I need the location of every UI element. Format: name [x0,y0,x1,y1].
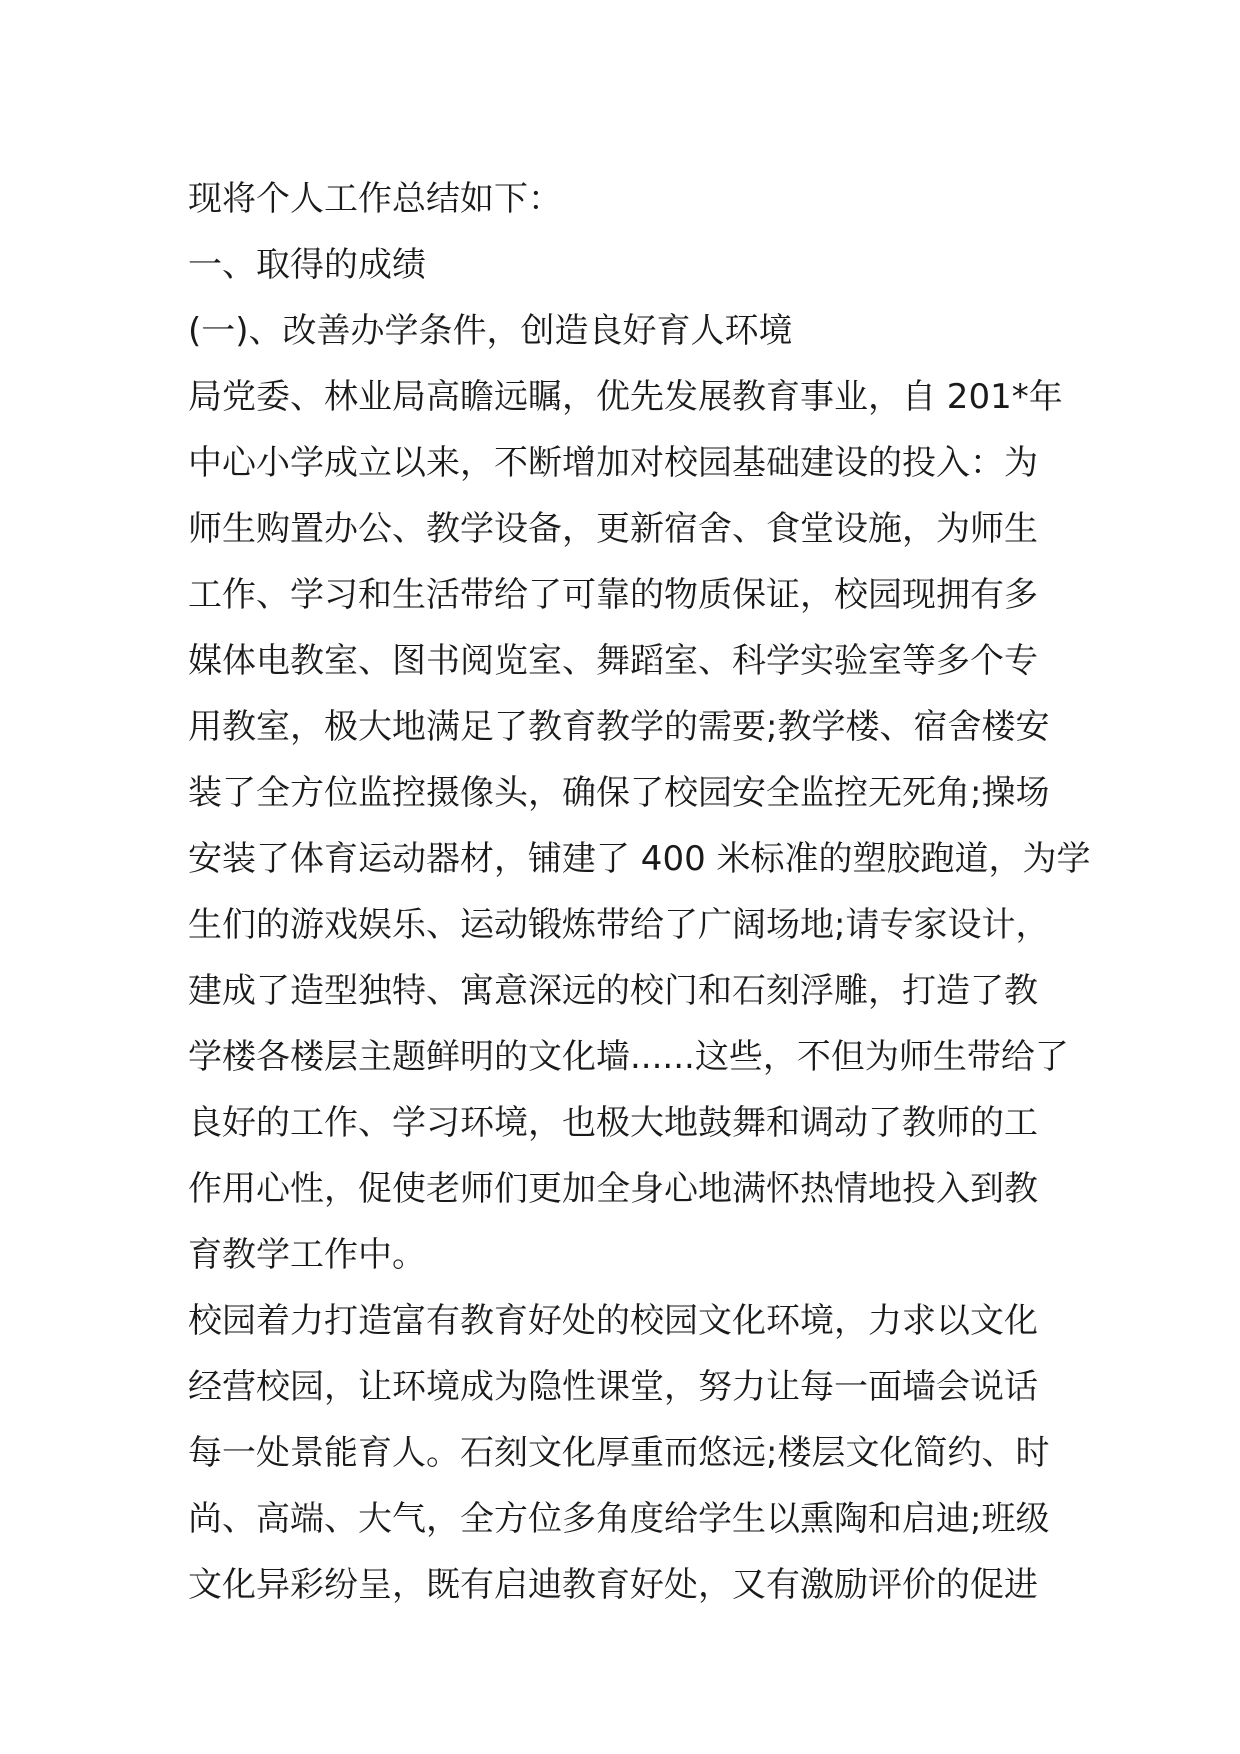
paragraph-line: 育教学工作中。 [188,1235,426,1275]
section-heading: 一、取得的成绩 [188,245,426,285]
paragraph-line: 工作、学习和生活带给了可靠的物质保证，校园现拥有多 [188,575,1038,615]
paragraph-line: 校园着力打造富有教育好处的校园文化环境，力求以文化 [188,1301,1038,1341]
paragraph-line: 局党委、林业局高瞻远瞩，优先发展教育事业，自 201*年 [188,377,1063,417]
paragraph-line: 安装了体育运动器材，铺建了 400 米标准的塑胶跑道，为学 [188,839,1091,879]
paragraph-line: 建成了造型独特、寓意深远的校门和石刻浮雕，打造了教 [188,971,1038,1011]
paragraph-line: 学楼各楼层主题鲜明的文化墙......这些，不但为师生带给了 [188,1037,1069,1077]
paragraph-1 [188,364,1091,1288]
paragraph-line: 生们的游戏娱乐、运动锻炼带给了广阔场地;请专家设计， [188,905,1050,945]
paragraph-line: 师生购置办公、教学设备，更新宿舍、食堂设施，为师生 [188,509,1038,549]
subsection-heading: (一)、改善办学条件，创造良好育人环境 [188,311,793,351]
paragraph-line: 装了全方位监控摄像头，确保了校园安全监控无死角;操场 [188,773,1050,813]
paragraph-line: 中心小学成立以来，不断增加对校园基础建设的投入：为 [188,443,1038,483]
document-body [188,166,1091,1618]
paragraph-line: 经营校园，让环境成为隐性课堂，努力让每一面墙会说话 [188,1367,1038,1407]
paragraph-2 [188,1288,1068,1618]
paragraph-line: 尚、高端、大气，全方位多角度给学生以熏陶和启迪;班级 [188,1499,1050,1539]
paragraph-line: 媒体电教室、图书阅览室、舞蹈室、科学实验室等多个专 [188,641,1038,681]
paragraph-line: 良好的工作、学习环境，也极大地鼓舞和调动了教师的工 [188,1103,1038,1143]
paragraph-line: 每一处景能育人。石刻文化厚重而悠远;楼层文化简约、时 [188,1433,1050,1473]
paragraph-line: 用教室，极大地满足了教育教学的需要;教学楼、宿舍楼安 [188,707,1050,747]
paragraph-line: 文化异彩纷呈，既有启迪教育好处，又有激励评价的促进 [188,1565,1038,1605]
paragraph-line: 作用心性，促使老师们更加全身心地满怀热情地投入到教 [188,1169,1038,1209]
intro-line: 现将个人工作总结如下： [188,179,562,219]
